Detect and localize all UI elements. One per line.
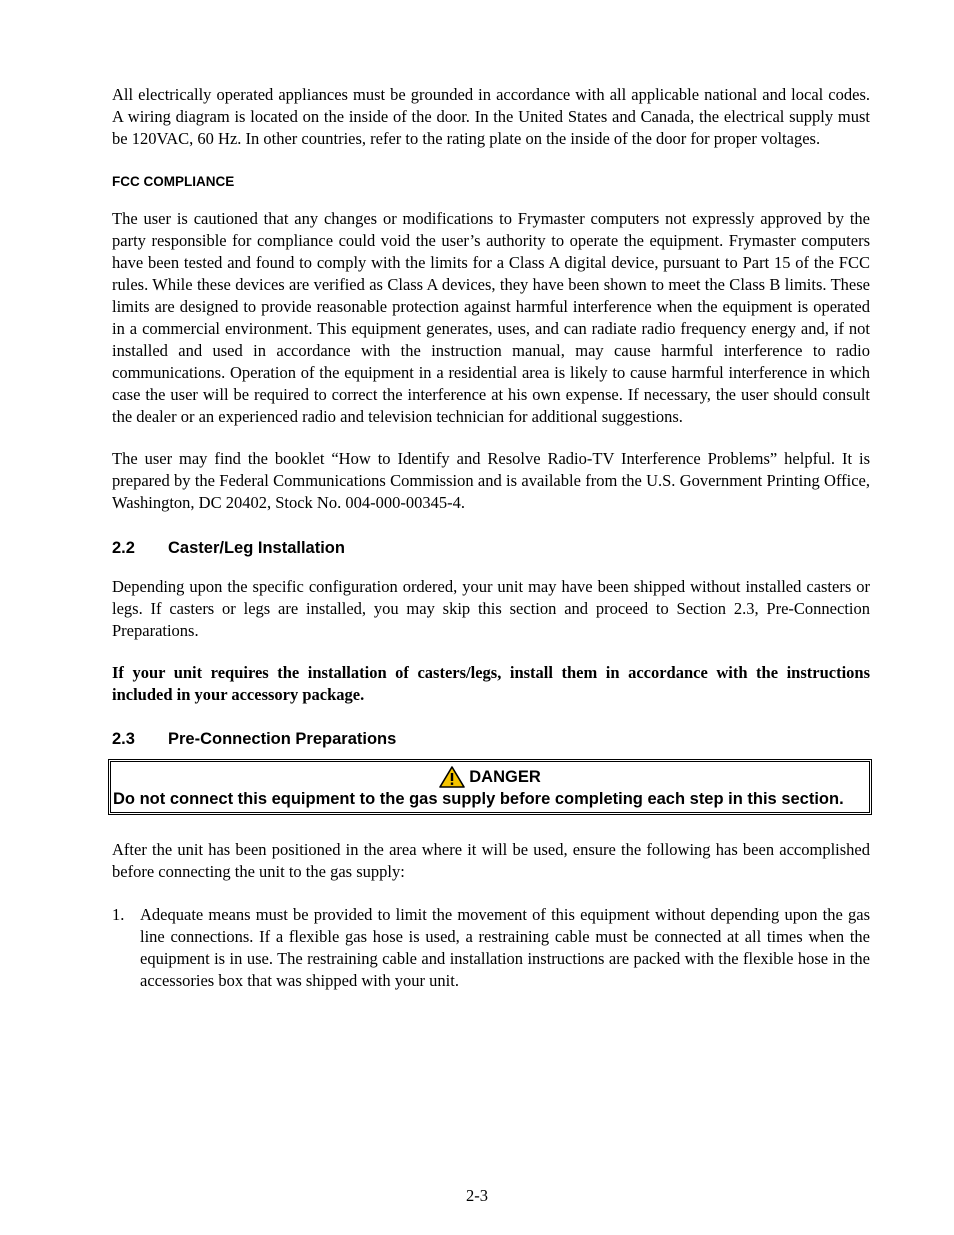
- section-2-3-heading: [112, 729, 870, 749]
- danger-text: Do not connect this equipment to the gas supply before completing each step in this section.: [113, 790, 844, 808]
- list-item-text: Adequate means must be provided to limit the movement of this equipment without depending upon the gas line connections. If a flexible gas hose is used, a restraining cable must be connected at all times when the equipment is in use. The restraining cable and installation instructions are packed with the flexible hose in the accessories box that was shipped with your unit.: [140, 905, 870, 990]
- danger-title-row: [111, 766, 869, 788]
- document-page: [112, 84, 870, 992]
- section-2-2-title: Caster/Leg Installation: [168, 539, 345, 557]
- danger-title: DANGER: [469, 768, 541, 786]
- list-item: [112, 904, 870, 992]
- intro-paragraph: All electrically operated appliances must be grounded in accordance with all applicable national and local codes. A wiring diagram is located on the inside of the door. In the United States and Canada, the electrical supply must be 120VAC, 60 Hz. In other countries, refer to the rating plate on the inside of the door for proper voltages.: [112, 85, 870, 148]
- fcc-paragraph-1: The user is cautioned that any changes or modifications to Frymaster computers not expressly approved by the party responsible for compliance could void the user’s authority to operate the equipment. Frymaster computers have been tested and found to comply with the limits for a Class A digital device, pursuant to Part 15 of the FCC rules. While these devices are verified as Class A devices, they have been shown to meet the Class B limits. These limits are designed to provide reasonable protection against harmful interference when the equipment is operated in a commercial environment. This equipment generates, uses, and can radiate radio frequency energy and, if not installed and used in accordance with the instruction manual, may cause harmful interference to radio communications. Operation of the equipment in a residential area is likely to cause harmful interference in which case the user will be required to correct the interference at his own expense. If necessary, the user should consult the dealer or an experienced radio and television technician for additional suggestions.: [112, 209, 870, 426]
- section-2-2-heading: [112, 538, 870, 558]
- danger-box: [108, 759, 872, 815]
- section-2-3-title: Pre-Connection Preparations: [168, 730, 397, 748]
- warning-triangle-icon: [439, 766, 465, 788]
- section-2-3-paragraph: After the unit has been positioned in the area where it will be used, ensure the following has been accomplished before connecting the unit to the gas supply:: [112, 840, 870, 881]
- section-2-3-number: 2.3: [112, 730, 135, 748]
- fcc-heading: FCC COMPLIANCE: [112, 174, 235, 189]
- section-2-2-number: 2.2: [112, 539, 135, 557]
- section-2-2-paragraph: Depending upon the specific configuration ordered, your unit may have been shipped without installed casters or legs. If casters or legs are installed, you may skip this section and proceed to Section 2.3, Pre-Connection Preparations.: [112, 577, 870, 640]
- page-number: 2-3: [466, 1186, 488, 1205]
- section-2-2-bold-paragraph: If your unit requires the installation of casters/legs, install them in accordance with the instructions included in your accessory package.: [112, 663, 870, 704]
- list-item-marker: 1.: [112, 905, 125, 924]
- fcc-paragraph-2: The user may find the booklet “How to Identify and Resolve Radio-TV Interference Problems” helpful. It is prepared by the Federal Communications Commission and is available from the U.S. Government Printing Office, Washington, DC 20402, Stock No. 004-000-00345-4.: [112, 449, 870, 512]
